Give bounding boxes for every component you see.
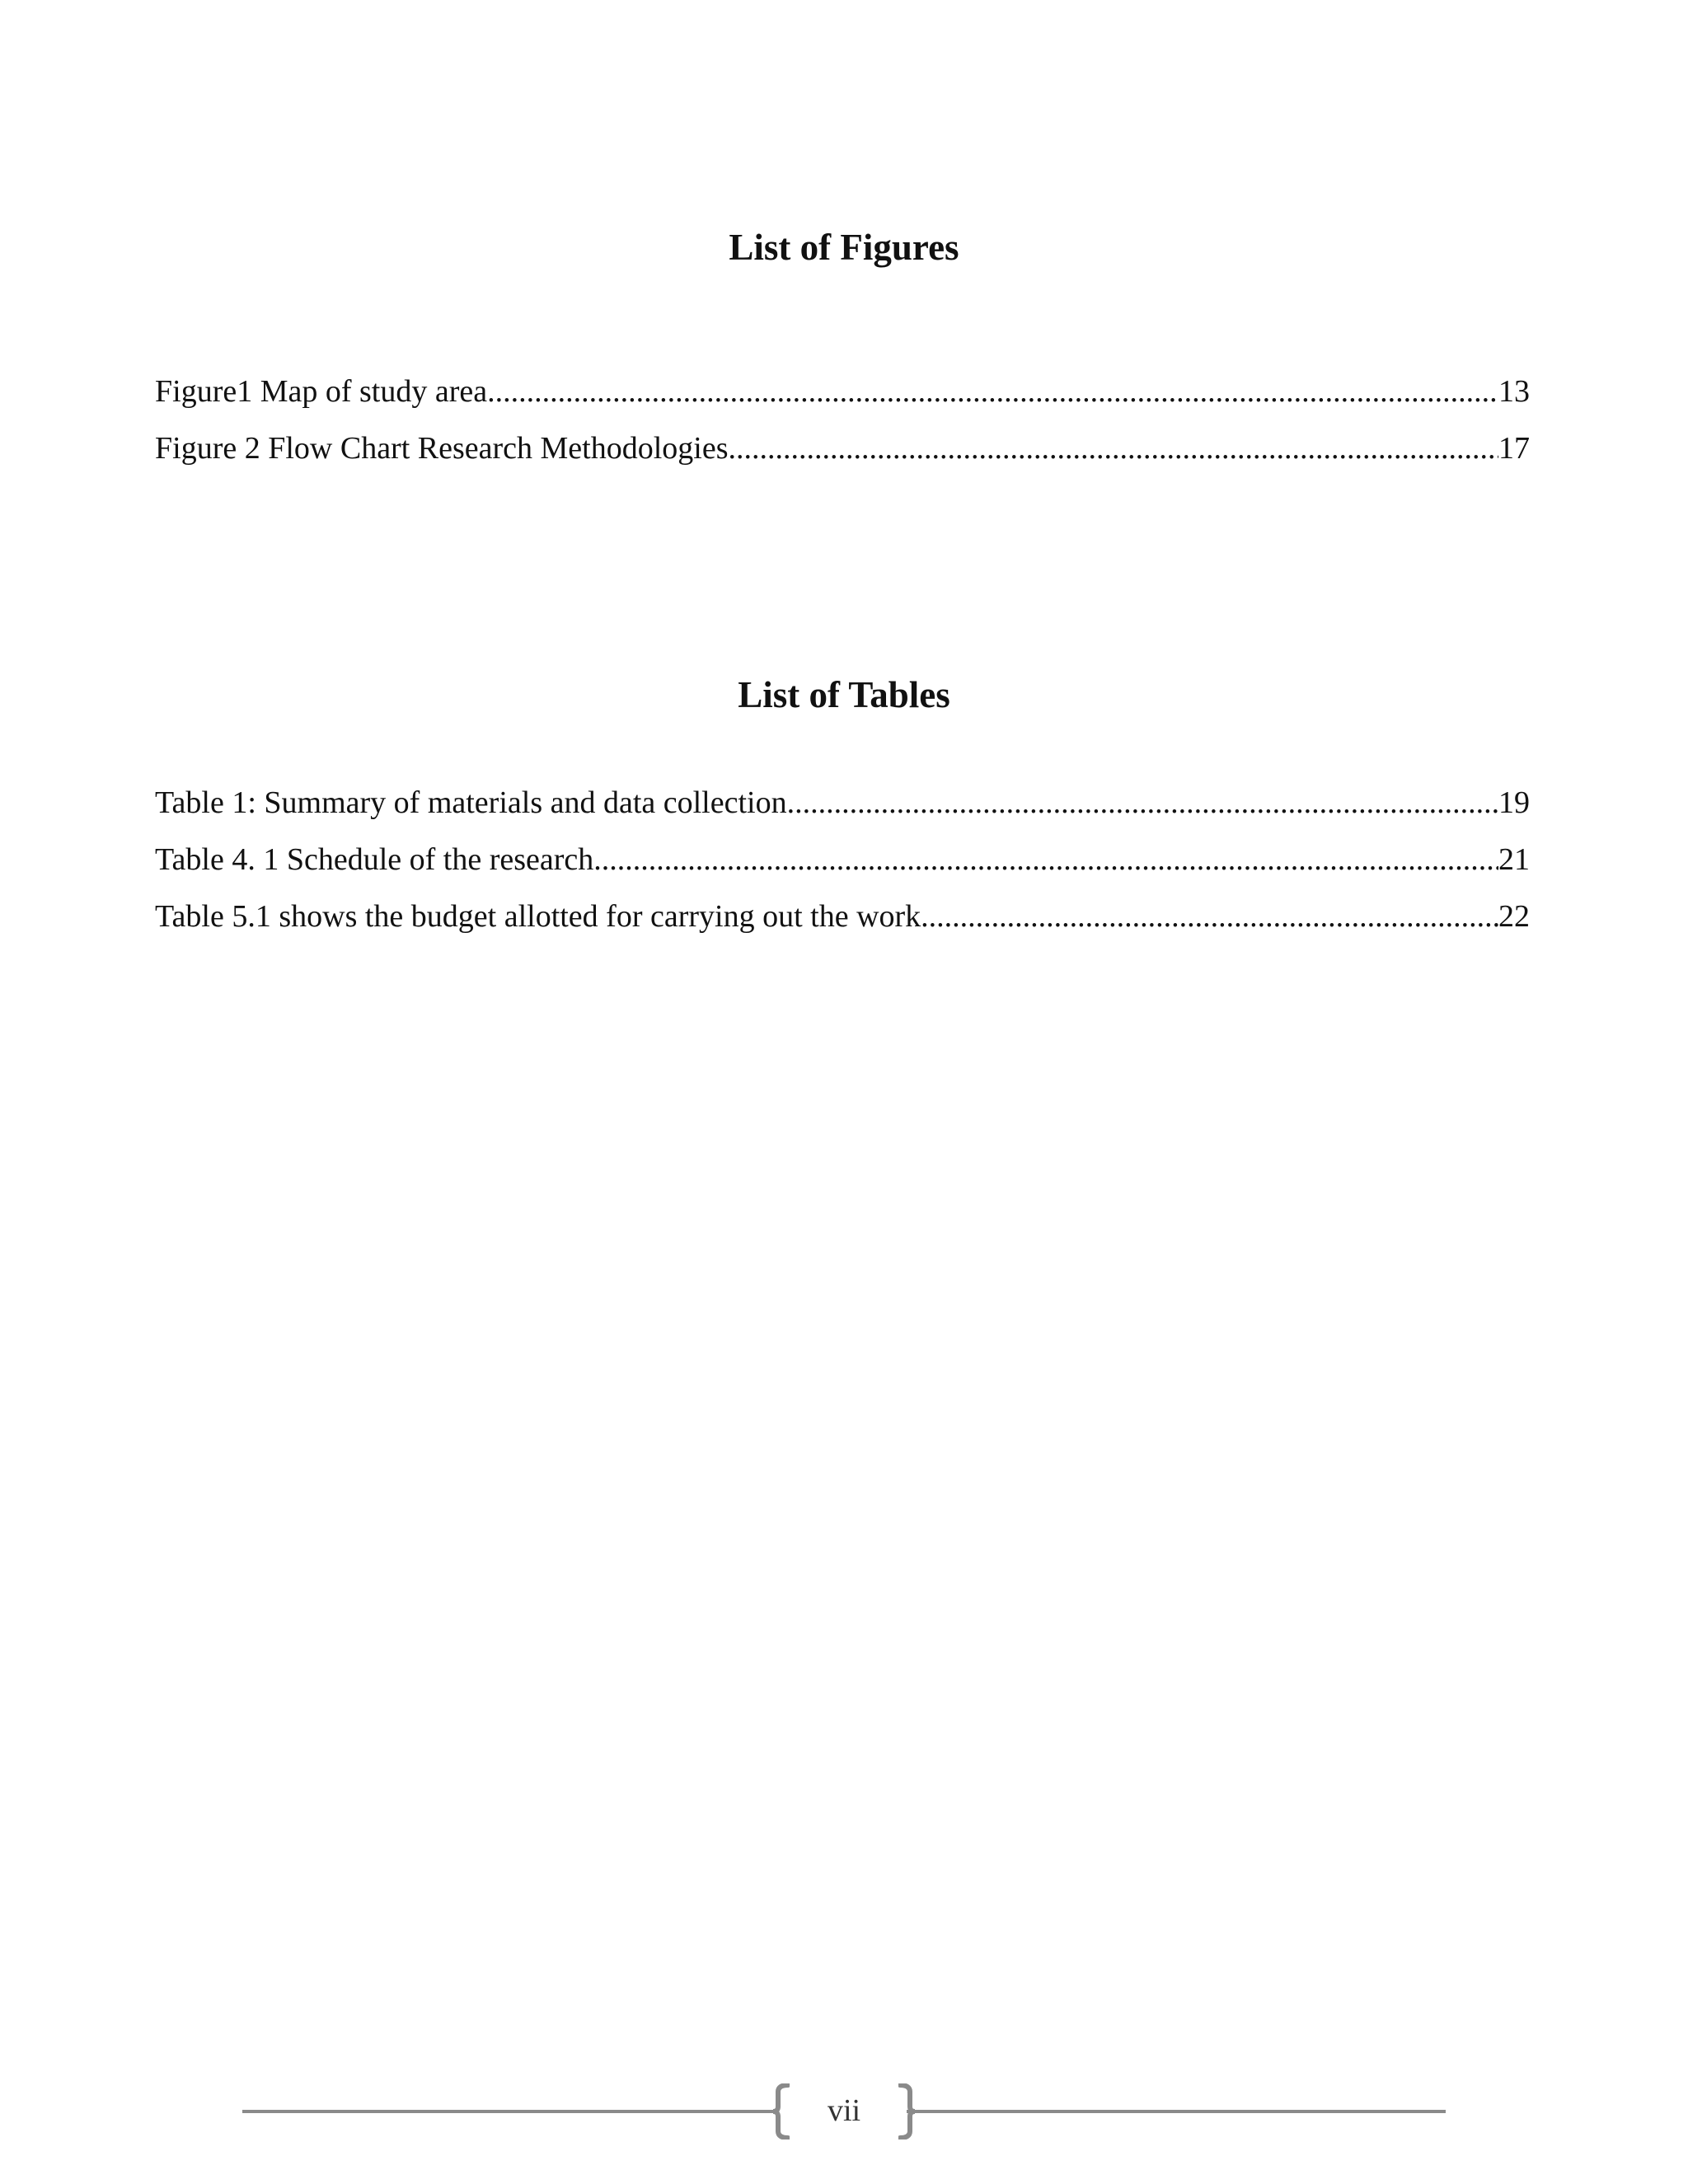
footer-rule-right: [907, 2110, 1446, 2113]
table-entry-title: Table 1: Summary of materials and data collection: [155, 785, 787, 820]
table-entry[interactable]: [155, 837, 1530, 894]
table-entry-title: Table 5.1 shows the budget allotted for carrying out the work.: [155, 899, 929, 934]
figure-entry-page: 13: [1498, 374, 1530, 409]
table-entry-page: 19: [1498, 785, 1530, 820]
dot-leader: [929, 894, 1498, 939]
tables-toc-list: [155, 780, 1530, 951]
table-entry-page: 22: [1498, 899, 1530, 934]
figure-entry[interactable]: [155, 426, 1530, 483]
figure-entry-title: Figure1 Map of study area: [155, 374, 488, 409]
table-entry-title: Table 4. 1 Schedule of the research: [155, 842, 594, 877]
table-entry-page: 21: [1498, 842, 1530, 877]
list-of-tables-heading: List of Tables: [738, 674, 950, 715]
footer-rule-left: [242, 2110, 776, 2113]
table-entry[interactable]: [155, 780, 1530, 837]
table-entry[interactable]: [155, 894, 1530, 951]
dot-leader: [787, 780, 1498, 825]
page-number: vii: [827, 2093, 861, 2128]
list-of-figures-heading: List of Figures: [729, 227, 959, 268]
dot-leader: [593, 837, 1498, 882]
dot-leader: [487, 369, 1498, 414]
figure-entry-page: 17: [1498, 431, 1530, 466]
figure-entry[interactable]: [155, 369, 1530, 426]
figure-entry-title: Figure 2 Flow Chart Research Methodologies: [155, 431, 729, 466]
right-brace-icon: [898, 2083, 917, 2139]
dot-leader: [729, 426, 1498, 471]
figures-toc-list: [155, 369, 1530, 483]
